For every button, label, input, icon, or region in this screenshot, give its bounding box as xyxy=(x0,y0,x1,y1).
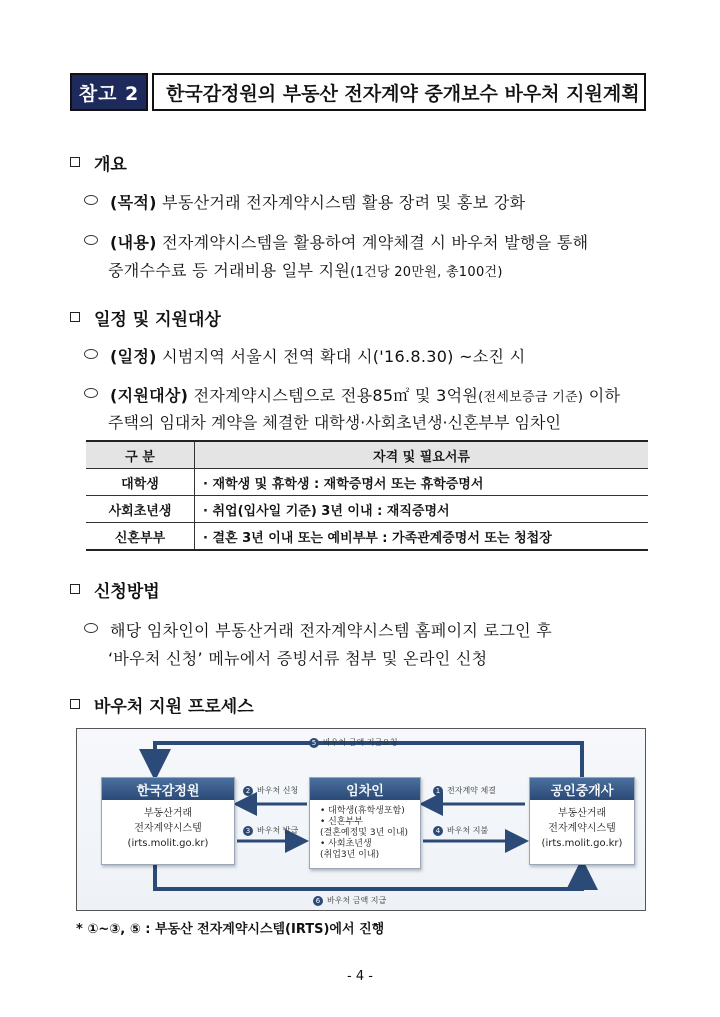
square-bullet-icon xyxy=(70,157,80,167)
step-number: 4 xyxy=(433,826,443,836)
target-text-small: (전세보증금 기준) xyxy=(478,390,584,405)
square-bullet-icon xyxy=(70,312,80,322)
page-title: 한국감정원의 부동산 전자계약 중개보수 바우처 지원계획 xyxy=(152,73,646,111)
table-cell-detail: · 결혼 3년 이내 또는 예비부부 : 가족관계증명서 또는 청첩장 xyxy=(195,523,649,551)
box-line: • 신혼부부 xyxy=(320,817,363,827)
box-line: (irts.molit.go.kr) xyxy=(127,838,209,849)
heading-text: 바우처 지원 프로세스 xyxy=(94,697,254,717)
section-heading-schedule xyxy=(70,305,221,330)
circle-bullet-icon xyxy=(84,623,98,633)
target-line-1 xyxy=(84,383,620,406)
reference-tag: 참고 2 xyxy=(70,73,148,111)
box-tenant xyxy=(309,777,421,869)
square-bullet-icon xyxy=(70,699,80,709)
footnote: * ①~③, ⑤ : 부동산 전자계약시스템(IRTS)에서 진행 xyxy=(76,922,385,937)
box-kab xyxy=(101,777,235,865)
target-line-2: 주택의 임대차 계약을 체결한 대학생·사회초년생·신혼부부 임차인 xyxy=(108,413,561,432)
box-body xyxy=(102,800,234,851)
arrow-step5 xyxy=(155,743,582,779)
step1-label xyxy=(433,785,496,796)
heading-text: 신청방법 xyxy=(94,582,160,602)
step-number: 3 xyxy=(243,826,253,836)
step3-label xyxy=(243,825,298,836)
content-label: (내용) xyxy=(110,233,157,252)
step5-label xyxy=(309,737,398,748)
step-text: 바우처 금액 지급요청 xyxy=(323,738,398,747)
table-row xyxy=(86,523,648,551)
table-row xyxy=(86,469,648,496)
purpose-label: (목적) xyxy=(110,193,157,212)
circle-bullet-icon xyxy=(84,388,98,398)
table-cell-category: 신혼부부 xyxy=(86,523,195,551)
step4-label xyxy=(433,825,488,836)
circle-bullet-icon xyxy=(84,195,98,205)
box-title: 임차인 xyxy=(310,778,420,800)
box-line: 전자계약시스템 xyxy=(134,823,202,834)
box-body xyxy=(530,800,634,851)
table-cell-category: 대학생 xyxy=(86,469,195,496)
box-line: (결혼예정및 3년 이내) xyxy=(320,828,409,838)
table-row xyxy=(86,496,648,523)
step-text: 전자계약 체결 xyxy=(447,786,496,795)
circle-bullet-icon xyxy=(84,349,98,359)
schedule-text: 시범지역 서울시 전역 확대 시('16.8.30) ~소진 시 xyxy=(162,347,526,366)
step-number: 6 xyxy=(313,896,323,906)
content-small: (1건당 20만원, 총100건) xyxy=(350,265,503,280)
table-cell-category: 사회초년생 xyxy=(86,496,195,523)
box-line: 전자계약시스템 xyxy=(548,823,616,834)
box-line: 부동산거래 xyxy=(557,808,607,819)
section-heading-apply xyxy=(70,577,160,602)
target-text-1b: 이하 xyxy=(583,386,621,405)
apply-text-1: 해당 임차인이 부동산거래 전자계약시스템 홈페이지 로그인 후 xyxy=(110,621,552,640)
step-text: 바우처 금액 지급 xyxy=(327,896,387,905)
content-line-2 xyxy=(108,258,503,281)
step6-label xyxy=(313,895,386,906)
target-label: (지원대상) xyxy=(110,386,189,405)
step-text: 바우처 지불 xyxy=(447,826,489,835)
circle-bullet-icon xyxy=(84,235,98,245)
box-line: (irts.molit.go.kr) xyxy=(541,838,623,849)
page-number: - 4 - xyxy=(347,969,373,984)
box-line: 부동산거래 xyxy=(143,808,193,819)
purpose-text: 부동산거래 전자계약시스템 활용 장려 및 홍보 강화 xyxy=(162,193,526,212)
box-line: (취업3년 이내) xyxy=(320,850,380,860)
target-text-1a: 전자계약시스템으로 전용85㎡ 및 3억원 xyxy=(193,386,479,405)
apply-line-1 xyxy=(84,618,552,641)
box-title: 한국감정원 xyxy=(102,778,234,800)
table-cell-detail: · 취업(입사일 기준) 3년 이내 : 재직증명서 xyxy=(195,496,649,523)
table-header-row xyxy=(86,441,648,469)
content-line-1 xyxy=(84,230,588,253)
step-number: 2 xyxy=(243,786,253,796)
heading-text: 개요 xyxy=(94,155,127,175)
purpose-line xyxy=(84,190,525,213)
box-title: 공인중개사 xyxy=(530,778,634,800)
box-line: • 대학생(휴학생포함) xyxy=(320,806,405,816)
eligibility-table xyxy=(86,440,648,551)
box-agent xyxy=(529,777,635,865)
schedule-label: (일정) xyxy=(110,347,157,366)
step-text: 바우처 발급 xyxy=(257,826,299,835)
step-number: 1 xyxy=(433,786,443,796)
section-heading-process xyxy=(70,692,254,717)
box-line: • 사회초년생 xyxy=(320,839,372,849)
schedule-line xyxy=(84,344,525,367)
table-header-detail: 자격 및 필요서류 xyxy=(195,441,649,469)
box-body xyxy=(310,800,420,861)
step-number: 5 xyxy=(309,738,319,748)
content-text-2: 중개수수료 등 거래비용 일부 지원 xyxy=(108,261,351,280)
step-text: 바우처 신청 xyxy=(257,786,299,795)
heading-text: 일정 및 지원대상 xyxy=(94,310,221,330)
section-heading-overview xyxy=(70,150,127,175)
square-bullet-icon xyxy=(70,584,80,594)
step2-label xyxy=(243,785,298,796)
table-cell-detail: · 재학생 및 휴학생 : 재학증명서 또는 휴학증명서 xyxy=(195,469,649,496)
content-text-1: 전자계약시스템을 활용하여 계약체결 시 바우처 발행을 통해 xyxy=(162,233,589,252)
voucher-process-diagram xyxy=(76,728,646,911)
table-header-category: 구 분 xyxy=(86,441,195,469)
apply-line-2: ‘바우처 신청’ 메뉴에서 증빙서류 첨부 및 온라인 신청 xyxy=(108,649,488,668)
